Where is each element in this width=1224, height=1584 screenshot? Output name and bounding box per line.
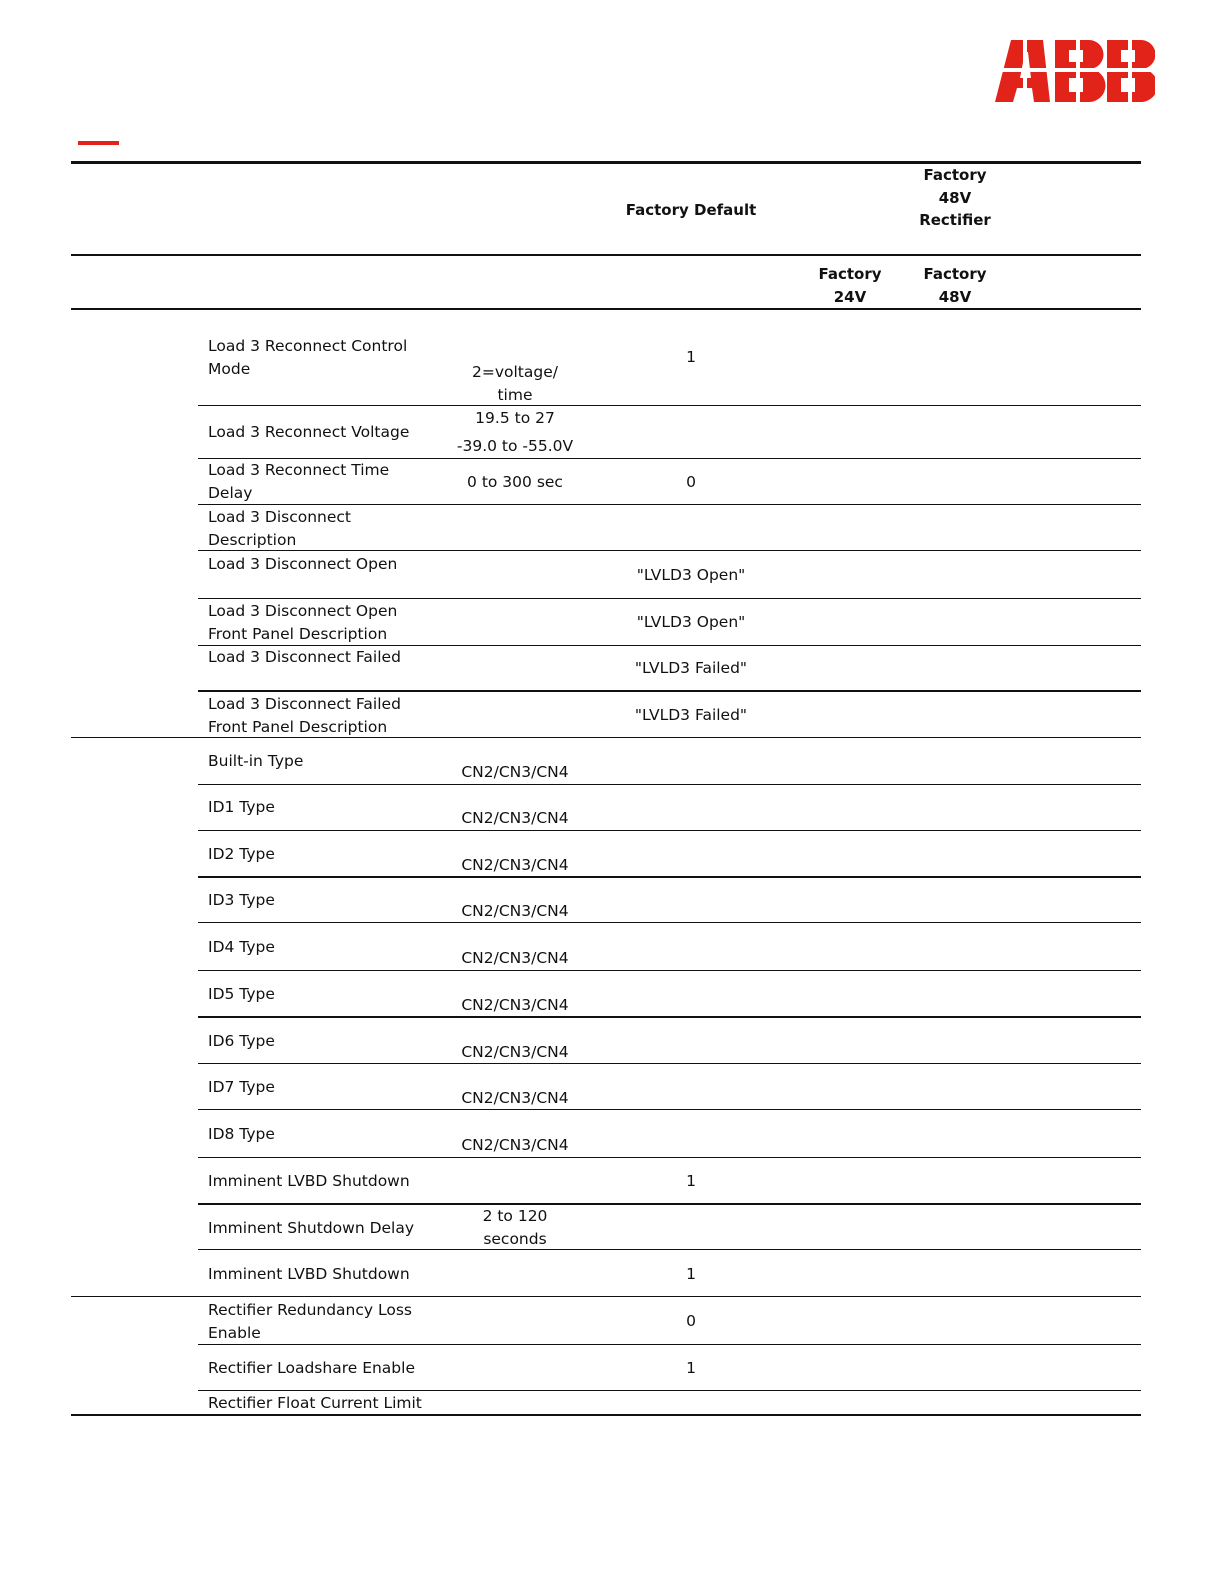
row-label: Load 3 Disconnect Open Front Panel Description [208, 602, 398, 643]
row-divider [198, 1344, 1141, 1345]
row-range: CN2/CN3/CN4 [461, 996, 569, 1014]
row-range: 2=voltage/ time [472, 363, 558, 404]
row-label: ID2 Type [208, 845, 275, 863]
table-bottom-rule [71, 1414, 1141, 1416]
row-label: Imminent Shutdown Delay [208, 1219, 415, 1237]
row-default: "LVLD3 Failed" [634, 659, 748, 677]
row-divider [198, 970, 1141, 971]
row-label: ID3 Type [208, 891, 275, 909]
row-default: 1 [686, 1172, 696, 1190]
row-range: CN2/CN3/CN4 [461, 1089, 569, 1107]
row-range: 0 to 300 sec [467, 473, 563, 491]
row-default: "LVLD3 Open" [636, 566, 746, 584]
row-label: Load 3 Disconnect Failed [208, 648, 401, 666]
row-divider [198, 598, 1141, 599]
row-divider [198, 1016, 1141, 1018]
row-default: 1 [686, 1265, 696, 1283]
header-factory-default: Factory Default [625, 201, 757, 219]
row-range: CN2/CN3/CN4 [461, 949, 569, 967]
row-range: CN2/CN3/CN4 [461, 1136, 569, 1154]
row-divider [198, 405, 1141, 406]
row-default: 0 [686, 473, 696, 491]
row-divider [198, 922, 1141, 923]
row-label: Load 3 Disconnect Failed Front Panel Description [208, 695, 401, 736]
row-divider [198, 1063, 1141, 1064]
header-bottom-rule [71, 308, 1141, 310]
header-factory-24v: Factory 24V [818, 265, 882, 306]
abb-logo-icon [995, 40, 1155, 102]
row-label: Rectifier Redundancy Loss Enable [208, 1301, 412, 1342]
group-divider [71, 1296, 1141, 1297]
row-divider [198, 1390, 1141, 1391]
row-label: Load 3 Reconnect Voltage [208, 423, 410, 441]
row-divider [198, 550, 1141, 551]
row-default: "LVLD3 Open" [636, 613, 746, 631]
row-label: Imminent LVBD Shutdown [208, 1265, 410, 1283]
row-label: ID4 Type [208, 938, 275, 956]
row-range: 2 to 120 seconds [482, 1207, 548, 1248]
row-label: ID6 Type [208, 1032, 275, 1050]
row-label: Load 3 Disconnect Description [208, 508, 352, 549]
row-label: Load 3 Reconnect Time Delay [208, 461, 390, 502]
row-default: "LVLD3 Failed" [634, 706, 748, 724]
row-default: 1 [686, 1359, 696, 1377]
row-divider [198, 504, 1141, 505]
row-range: CN2/CN3/CN4 [461, 763, 569, 781]
row-divider [198, 1249, 1141, 1250]
row-range-48v: -39.0 to -55.0V [456, 437, 574, 455]
row-range: CN2/CN3/CN4 [461, 902, 569, 920]
row-label: Load 3 Disconnect Open [208, 555, 398, 573]
row-range: CN2/CN3/CN4 [461, 856, 569, 874]
row-divider [198, 784, 1141, 785]
row-divider [198, 1157, 1141, 1158]
row-default: 0 [686, 1312, 696, 1330]
row-divider [198, 876, 1141, 878]
row-label: ID5 Type [208, 985, 275, 1003]
group-divider [71, 737, 1141, 738]
header-factory-48v-rectifier: Factory 48V Rectifier [919, 166, 991, 229]
row-range: 19.5 to 27 [475, 409, 555, 427]
row-label: ID7 Type [208, 1078, 275, 1096]
row-divider [198, 1109, 1141, 1110]
row-range: CN2/CN3/CN4 [461, 1043, 569, 1061]
row-label: Imminent LVBD Shutdown [208, 1172, 410, 1190]
row-range: CN2/CN3/CN4 [461, 809, 569, 827]
row-label: Rectifier Float Current Limit [208, 1394, 422, 1412]
row-label: Built-in Type [208, 752, 304, 770]
row-divider [198, 830, 1141, 831]
abb-logo [995, 40, 1155, 102]
row-default: 1 [686, 348, 696, 366]
row-label: ID1 Type [208, 798, 275, 816]
row-divider [198, 690, 1141, 692]
row-label: Rectifier Loadshare Enable [208, 1359, 415, 1377]
red-accent-bar [78, 141, 119, 145]
row-divider [198, 1203, 1141, 1205]
row-label: ID8 Type [208, 1125, 275, 1143]
header-divider [71, 254, 1141, 256]
header-factory-48v: Factory 48V [923, 265, 987, 306]
row-label: Load 3 Reconnect Control Mode [208, 337, 408, 378]
